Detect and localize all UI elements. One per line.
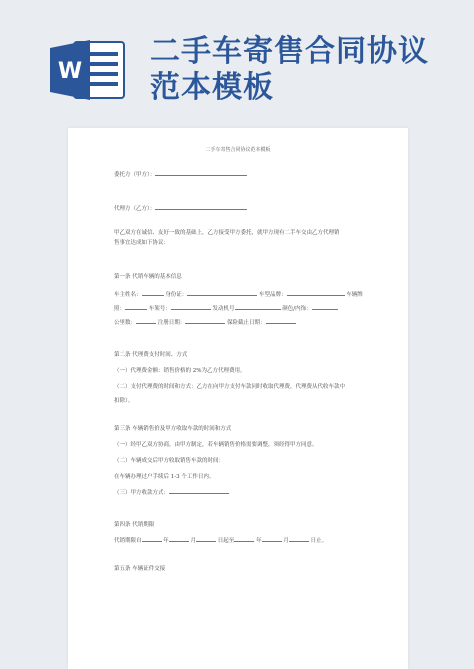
header-banner [0,0,474,112]
document-title: 二手车寄售合同协议范本模板 [205,147,271,153]
article-1-line: 照： 车架号： 发动机号 颜色/内饰： [114,304,338,312]
word-doc-icon [50,38,128,102]
article-2-title: 第二条 代理费支付时间、方式 [114,352,188,358]
article-3-line: （三）甲方收款方式： [114,488,229,496]
article-3-line: 在车辆办理过户手续后 1-3 个工作日内。 [114,474,215,480]
intro-text: 甲乙双方在诚信、友好一致的基础上，乙方接受甲方委托，就甲方现有二手车交由乙方代理销 [114,230,340,236]
article-3-line: （二）车辆成交后甲方收取销售车款的时间： [114,458,225,464]
article-1-line: 车主姓名： 身份证： 车型品牌： 车辆牌 [114,292,363,298]
intro-text: 售事宜达成如下协议： [114,240,170,246]
party-a-line [114,170,247,178]
article-4-line: 代销期限自 年 月 日起至 年 月 日止。 [114,538,328,544]
party-a-label: 委托方（甲方）： [114,172,156,178]
header-title: 二手车寄售合同协议范本模板 [150,34,429,105]
party-b-blank [155,204,247,210]
article-3-line: （一）经甲乙双方协商，由甲方制定，若车辆销售价格需要调整，须经得甲方同意。 [114,442,318,448]
article-3-title: 第三条 车辆销售价及甲方收取车款的时间和方式 [114,426,232,432]
svg-text:W: W [57,59,83,84]
article-2-line: （二）支付代理费的时间和方式：乙方在向甲方支付车款同时收取代理费，代理费从代收车款中 [114,384,346,390]
document-page [68,128,408,669]
article-1-title: 第一条 代销车辆的基本信息 [114,274,182,280]
article-4-title: 第四条 代销期限 [114,522,155,528]
article-5-title: 第五条 车辆证件交接 [114,566,166,572]
article-1-line: 公里数： 注册日期： 保险截止日期： [114,318,296,326]
article-2-line: 扣除）。 [114,398,134,404]
party-a-blank [155,170,247,176]
party-b-label: 代理方（乙方）： [114,206,156,212]
party-b-line [114,204,247,212]
article-2-line: （一）代理费金额：销售价格的 2%为乙方代理费用。 [114,368,246,374]
